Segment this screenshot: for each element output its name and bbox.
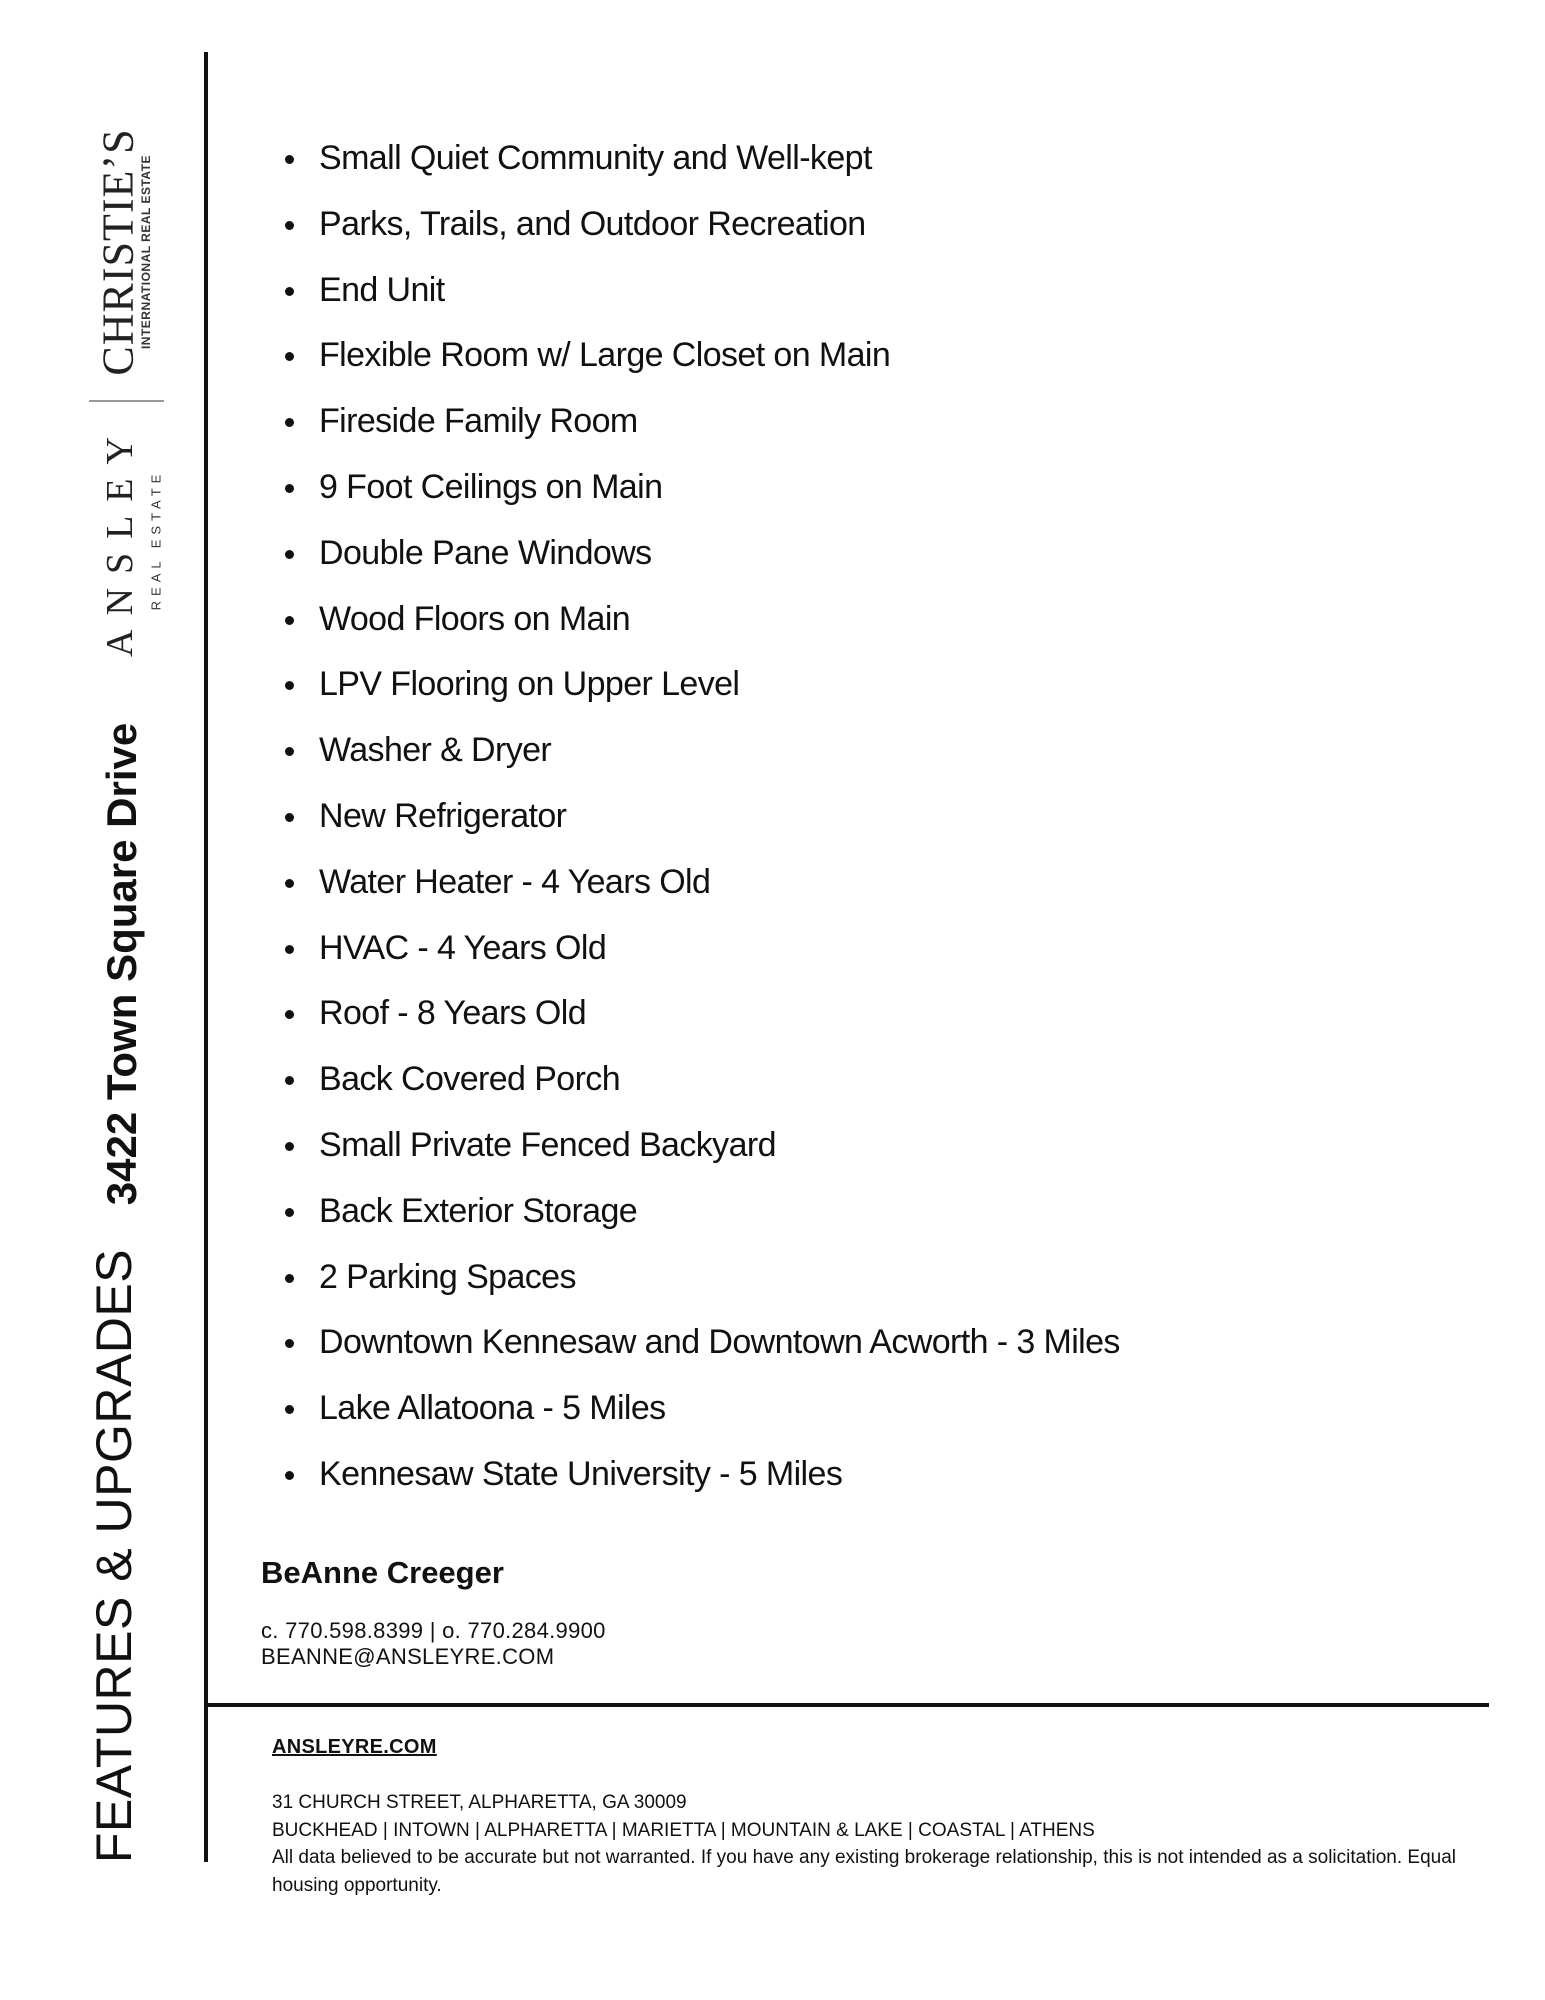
feature-text: New Refrigerator [319, 796, 567, 835]
list-item [255, 1181, 1120, 1247]
feature-text: Kennesaw State University - 5 Miles [319, 1454, 843, 1493]
footer-info [272, 1789, 1492, 1899]
feature-text: LPV Flooring on Upper Level [319, 665, 740, 704]
list-item [255, 128, 1120, 194]
feature-text: Double Pane Windows [319, 533, 652, 572]
bullet-icon [285, 484, 294, 493]
bullet-icon [285, 1208, 294, 1217]
list-item [255, 1444, 1120, 1510]
ansley-logo-text: ANSLEY [99, 423, 141, 657]
list-item [255, 523, 1120, 589]
christies-logo-text: CHRISTIE’S [93, 128, 143, 376]
bullet-icon [285, 616, 294, 625]
bullet-icon [285, 1471, 294, 1480]
list-item [255, 260, 1120, 326]
feature-text: Downtown Kennesaw and Downtown Acworth - 3 Miles [319, 1323, 1120, 1362]
bullet-icon [285, 221, 294, 230]
feature-text: End Unit [319, 270, 445, 309]
feature-text: Small Quiet Community and Well-kept [319, 139, 872, 177]
agent-email[interactable]: BEANNE@ANSLEYRE.COM [261, 1644, 555, 1669]
feature-text: Washer & Dryer [319, 731, 552, 770]
bullet-icon [285, 1274, 294, 1283]
list-item [255, 1378, 1120, 1444]
features-list [255, 128, 1120, 1510]
logo-divider [89, 400, 164, 402]
list-item [255, 325, 1120, 391]
list-item [255, 391, 1120, 457]
bullet-icon [285, 747, 294, 756]
bullet-icon [285, 945, 294, 954]
bullet-icon [285, 352, 294, 361]
bullet-icon [285, 1142, 294, 1151]
list-item [255, 1115, 1120, 1181]
bullet-icon [285, 1405, 294, 1414]
list-item [255, 654, 1120, 720]
feature-text: Water Heater - 4 Years Old [319, 862, 711, 901]
agent-contact [261, 1618, 606, 1670]
list-item [255, 1049, 1120, 1115]
feature-text: Back Covered Porch [319, 1060, 621, 1099]
office-locations: BUCKHEAD | INTOWN | ALPHARETTA | MARIETTA | MOUNTAIN & LAKE | COASTAL | ATHENS [272, 1819, 1095, 1841]
feature-text: Parks, Trails, and Outdoor Recreation [319, 204, 866, 243]
list-item [255, 983, 1120, 1049]
section-title: FEATURES & UPGRADES [86, 1248, 142, 1864]
feature-text: 9 Foot Ceilings on Main [319, 467, 663, 506]
list-item [255, 589, 1120, 655]
bullet-icon [285, 287, 294, 296]
agent-phones: c. 770.598.8399 | o. 770.284.9900 [261, 1618, 606, 1643]
ansley-logo-subtext: REAL ESTATE [148, 469, 164, 611]
feature-text: Lake Allatoona - 5 Miles [319, 1389, 666, 1428]
bullet-icon [285, 813, 294, 822]
list-item [255, 918, 1120, 984]
bullet-icon [285, 418, 294, 427]
list-item [255, 720, 1120, 786]
feature-text: Roof - 8 Years Old [319, 994, 587, 1033]
horizontal-divider [204, 1703, 1489, 1707]
website-link[interactable]: ANSLEYRE.COM [272, 1736, 437, 1758]
christies-logo-subtext: INTERNATIONAL REAL ESTATE [139, 154, 153, 350]
bullet-icon [285, 1010, 294, 1019]
vertical-divider [204, 52, 208, 1862]
bullet-icon [285, 879, 294, 888]
bullet-icon [285, 681, 294, 690]
bullet-icon [285, 1339, 294, 1348]
feature-text: HVAC - 4 Years Old [319, 928, 607, 967]
feature-text: 2 Parking Spaces [319, 1257, 576, 1296]
feature-text: Wood Floors on Main [319, 599, 631, 638]
list-item [255, 1312, 1120, 1378]
disclaimer: All data believed to be accurate but not warranted. If you have any existing brokerage relationship, this is not intended as a solicitation. Equal housing opportunity. [272, 1847, 1457, 1896]
bullet-icon [285, 550, 294, 559]
feature-text: Small Private Fenced Backyard [319, 1125, 776, 1164]
office-address: 31 CHURCH STREET, ALPHARETTA, GA 30009 [272, 1792, 687, 1813]
list-item [255, 1247, 1120, 1313]
feature-text: Back Exterior Storage [319, 1191, 638, 1230]
property-address: 3422 Town Square Drive [98, 722, 145, 1206]
list-item [255, 786, 1120, 852]
bullet-icon [285, 1076, 294, 1085]
bullet-icon [285, 155, 294, 164]
list-item [255, 457, 1120, 523]
agent-name: BeAnne Creeger [261, 1555, 504, 1590]
feature-text: Flexible Room w/ Large Closet on Main [319, 336, 891, 375]
list-item [255, 852, 1120, 918]
list-item [255, 194, 1120, 260]
feature-text: Fireside Family Room [319, 402, 638, 441]
